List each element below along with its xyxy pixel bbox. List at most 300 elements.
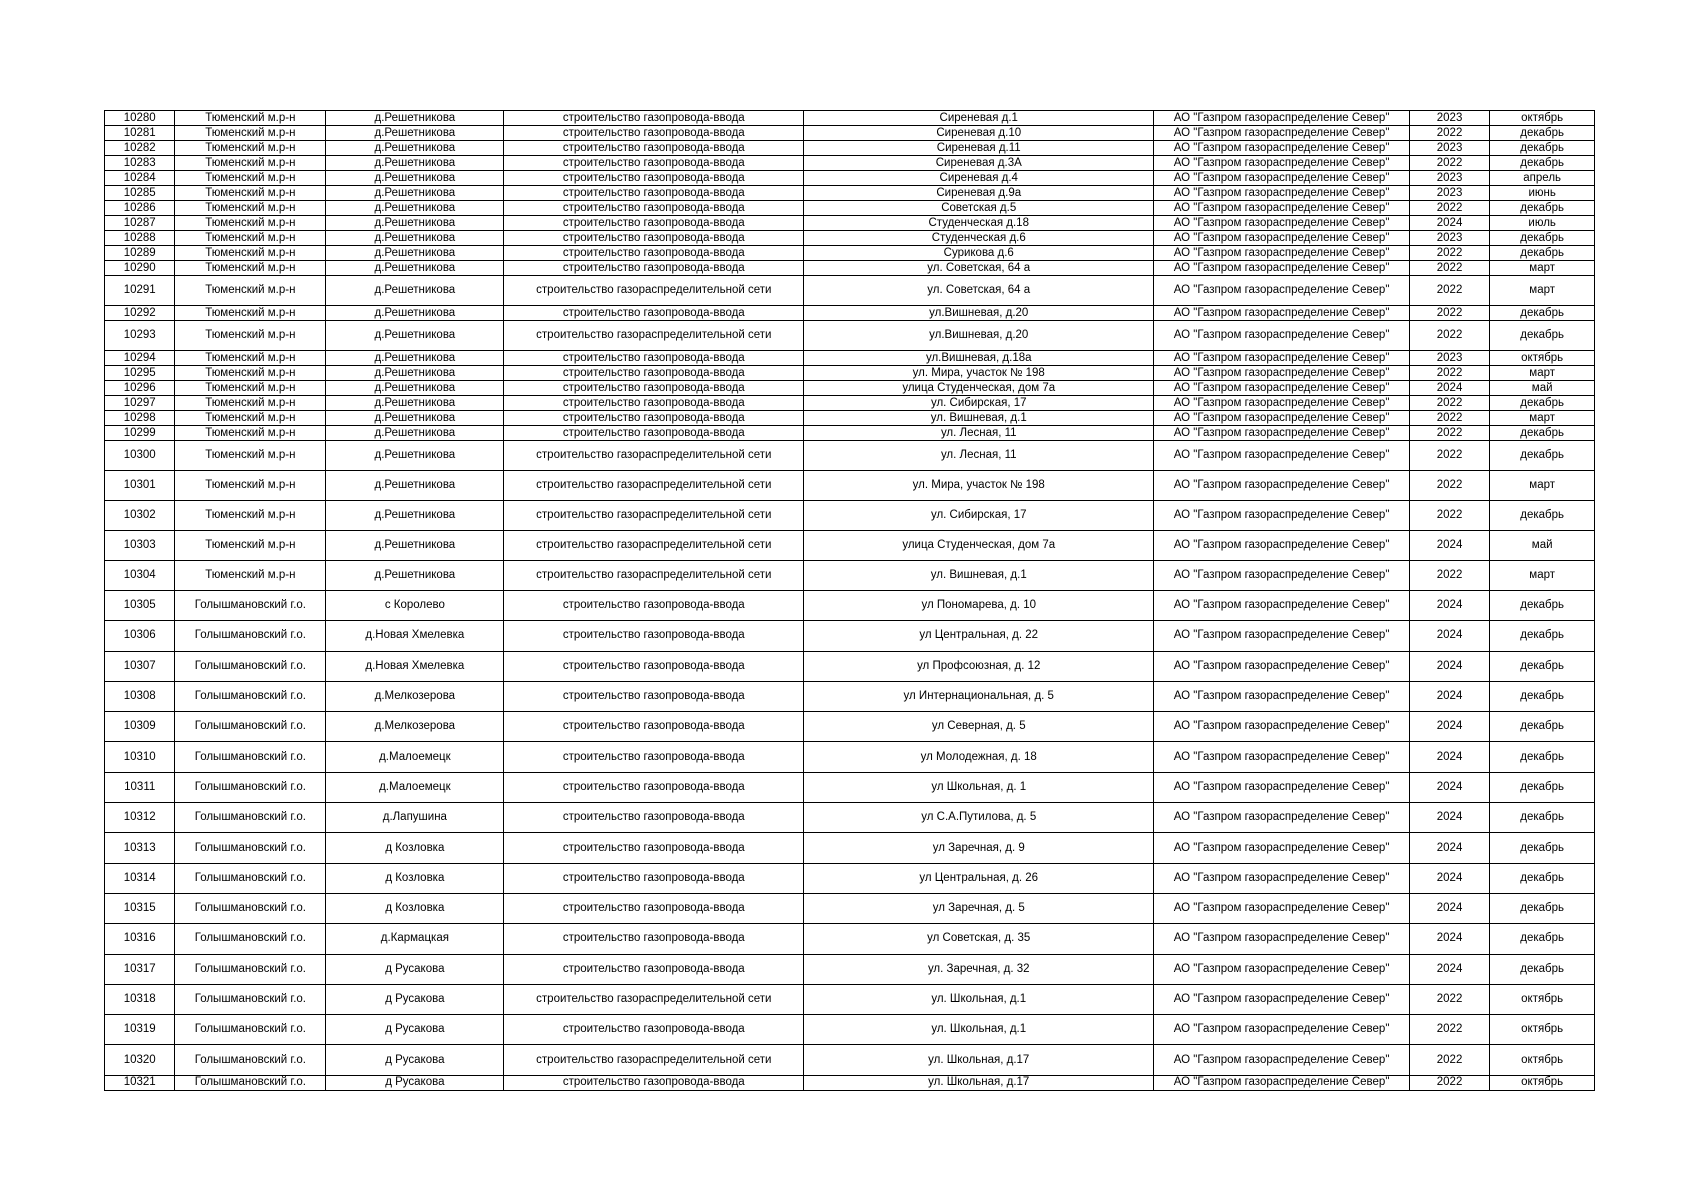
year-cell: 2023 — [1409, 171, 1489, 186]
row-number-cell: 10287 — [105, 216, 175, 231]
locality-cell: д.Решетникова — [326, 426, 504, 441]
locality-cell: д.Решетникова — [326, 366, 504, 381]
locality-cell: д.Решетникова — [326, 126, 504, 141]
district-cell: Тюменский м.р-н — [175, 171, 326, 186]
row-number-cell: 10285 — [105, 186, 175, 201]
work-type-cell: строительство газопровода-ввода — [504, 893, 804, 923]
month-cell: декабрь — [1490, 321, 1595, 351]
work-type-cell: строительство газопровода-ввода — [504, 621, 804, 651]
work-type-cell: строительство газораспределительной сети — [504, 501, 804, 531]
table-row — [105, 471, 1595, 501]
locality-cell: д.Решетникова — [326, 351, 504, 366]
row-number-cell: 10317 — [105, 954, 175, 984]
address-cell: ул Заречная, д. 9 — [804, 833, 1154, 863]
organization-cell: АО "Газпром газораспределение Север" — [1154, 246, 1410, 261]
table-body — [105, 111, 1595, 1091]
locality-cell: д.Кармацкая — [326, 924, 504, 954]
table-row — [105, 712, 1595, 742]
organization-cell: АО "Газпром газораспределение Север" — [1154, 501, 1410, 531]
table-row — [105, 742, 1595, 772]
month-cell: декабрь — [1490, 863, 1595, 893]
organization-cell: АО "Газпром газораспределение Север" — [1154, 1015, 1410, 1045]
row-number-cell: 10286 — [105, 201, 175, 216]
locality-cell: д Русакова — [326, 1015, 504, 1045]
work-type-cell: строительство газораспределительной сети — [504, 531, 804, 561]
row-number-cell: 10301 — [105, 471, 175, 501]
month-cell: декабрь — [1490, 893, 1595, 923]
row-number-cell: 10292 — [105, 306, 175, 321]
year-cell: 2022 — [1409, 396, 1489, 411]
row-number-cell: 10306 — [105, 621, 175, 651]
table-row — [105, 201, 1595, 216]
table-row — [105, 231, 1595, 246]
month-cell: март — [1490, 366, 1595, 381]
month-cell: декабрь — [1490, 712, 1595, 742]
address-cell: ул. Заречная, д. 32 — [804, 954, 1154, 984]
organization-cell: АО "Газпром газораспределение Север" — [1154, 381, 1410, 396]
month-cell: декабрь — [1490, 306, 1595, 321]
address-cell: ул. Мира, участок № 198 — [804, 471, 1154, 501]
organization-cell: АО "Газпром газораспределение Север" — [1154, 1075, 1410, 1090]
address-cell: ул Советская, д. 35 — [804, 924, 1154, 954]
locality-cell: д.Решетникова — [326, 171, 504, 186]
year-cell: 2023 — [1409, 141, 1489, 156]
locality-cell: д.Решетникова — [326, 186, 504, 201]
locality-cell: д.Решетникова — [326, 321, 504, 351]
table-row — [105, 186, 1595, 201]
month-cell: декабрь — [1490, 126, 1595, 141]
work-type-cell: строительство газопровода-ввода — [504, 772, 804, 802]
organization-cell: АО "Газпром газораспределение Север" — [1154, 803, 1410, 833]
address-cell: ул С.А.Путилова, д. 5 — [804, 803, 1154, 833]
table-row — [105, 1015, 1595, 1045]
organization-cell: АО "Газпром газораспределение Север" — [1154, 651, 1410, 681]
locality-cell: д.Малоемецк — [326, 742, 504, 772]
month-cell: декабрь — [1490, 833, 1595, 863]
organization-cell: АО "Газпром газораспределение Север" — [1154, 954, 1410, 984]
year-cell: 2024 — [1409, 742, 1489, 772]
district-cell: Тюменский м.р-н — [175, 411, 326, 426]
district-cell: Голышмановский г.о. — [175, 591, 326, 621]
month-cell: май — [1490, 381, 1595, 396]
row-number-cell: 10313 — [105, 833, 175, 863]
address-cell: ул Молодежная, д. 18 — [804, 742, 1154, 772]
table-row — [105, 216, 1595, 231]
address-cell: Студенческая д.6 — [804, 231, 1154, 246]
year-cell: 2024 — [1409, 924, 1489, 954]
work-type-cell: строительство газопровода-ввода — [504, 426, 804, 441]
row-number-cell: 10296 — [105, 381, 175, 396]
district-cell: Голышмановский г.о. — [175, 954, 326, 984]
year-cell: 2024 — [1409, 681, 1489, 711]
month-cell: октябрь — [1490, 1015, 1595, 1045]
address-cell: Сиреневая д.1 — [804, 111, 1154, 126]
locality-cell: д Козловка — [326, 893, 504, 923]
year-cell: 2022 — [1409, 441, 1489, 471]
work-type-cell: строительство газопровода-ввода — [504, 651, 804, 681]
district-cell: Тюменский м.р-н — [175, 261, 326, 276]
year-cell: 2024 — [1409, 954, 1489, 984]
work-type-cell: строительство газопровода-ввода — [504, 231, 804, 246]
district-cell: Голышмановский г.о. — [175, 742, 326, 772]
work-type-cell: строительство газопровода-ввода — [504, 863, 804, 893]
year-cell: 2022 — [1409, 126, 1489, 141]
district-cell: Голышмановский г.о. — [175, 681, 326, 711]
table-row — [105, 351, 1595, 366]
row-number-cell: 10282 — [105, 141, 175, 156]
district-cell: Тюменский м.р-н — [175, 111, 326, 126]
work-type-cell: строительство газопровода-ввода — [504, 833, 804, 863]
year-cell: 2022 — [1409, 1015, 1489, 1045]
address-cell: ул. Сибирская, 17 — [804, 501, 1154, 531]
district-cell: Тюменский м.р-н — [175, 201, 326, 216]
organization-cell: АО "Газпром газораспределение Север" — [1154, 396, 1410, 411]
table-row — [105, 803, 1595, 833]
year-cell: 2022 — [1409, 561, 1489, 591]
year-cell: 2023 — [1409, 231, 1489, 246]
work-type-cell: строительство газопровода-ввода — [504, 954, 804, 984]
locality-cell: д.Решетникова — [326, 231, 504, 246]
address-cell: ул Северная, д. 5 — [804, 712, 1154, 742]
address-cell: ул Школьная, д. 1 — [804, 772, 1154, 802]
district-cell: Тюменский м.р-н — [175, 396, 326, 411]
organization-cell: АО "Газпром газораспределение Север" — [1154, 833, 1410, 863]
table-row — [105, 126, 1595, 141]
address-cell: Студенческая д.18 — [804, 216, 1154, 231]
address-cell: ул.Вишневая, д.20 — [804, 306, 1154, 321]
locality-cell: д.Решетникова — [326, 156, 504, 171]
organization-cell: АО "Газпром газораспределение Север" — [1154, 186, 1410, 201]
district-cell: Тюменский м.р-н — [175, 126, 326, 141]
district-cell: Голышмановский г.о. — [175, 803, 326, 833]
table-row — [105, 246, 1595, 261]
year-cell: 2022 — [1409, 501, 1489, 531]
table-row — [105, 954, 1595, 984]
locality-cell: с Королево — [326, 591, 504, 621]
organization-cell: АО "Газпром газораспределение Север" — [1154, 126, 1410, 141]
locality-cell: д Русакова — [326, 954, 504, 984]
year-cell: 2023 — [1409, 111, 1489, 126]
year-cell: 2022 — [1409, 411, 1489, 426]
district-cell: Голышмановский г.о. — [175, 984, 326, 1014]
district-cell: Голышмановский г.о. — [175, 1045, 326, 1075]
year-cell: 2022 — [1409, 306, 1489, 321]
row-number-cell: 10300 — [105, 441, 175, 471]
row-number-cell: 10314 — [105, 863, 175, 893]
locality-cell: д.Решетникова — [326, 276, 504, 306]
district-cell: Тюменский м.р-н — [175, 246, 326, 261]
district-cell: Голышмановский г.о. — [175, 924, 326, 954]
month-cell: декабрь — [1490, 246, 1595, 261]
work-type-cell: строительство газопровода-ввода — [504, 712, 804, 742]
row-number-cell: 10316 — [105, 924, 175, 954]
district-cell: Тюменский м.р-н — [175, 441, 326, 471]
month-cell: декабрь — [1490, 681, 1595, 711]
table-row — [105, 501, 1595, 531]
district-cell: Голышмановский г.о. — [175, 1075, 326, 1090]
year-cell: 2023 — [1409, 186, 1489, 201]
address-cell: ул. Сибирская, 17 — [804, 396, 1154, 411]
work-type-cell: строительство газопровода-ввода — [504, 1075, 804, 1090]
table-row — [105, 924, 1595, 954]
row-number-cell: 10281 — [105, 126, 175, 141]
row-number-cell: 10299 — [105, 426, 175, 441]
district-cell: Тюменский м.р-н — [175, 426, 326, 441]
year-cell: 2024 — [1409, 833, 1489, 863]
organization-cell: АО "Газпром газораспределение Север" — [1154, 276, 1410, 306]
address-cell: ул Центральная, д. 22 — [804, 621, 1154, 651]
table-row — [105, 681, 1595, 711]
work-type-cell: строительство газопровода-ввода — [504, 156, 804, 171]
row-number-cell: 10295 — [105, 366, 175, 381]
year-cell: 2022 — [1409, 984, 1489, 1014]
table-row — [105, 863, 1595, 893]
table-row — [105, 651, 1595, 681]
work-type-cell: строительство газопровода-ввода — [504, 261, 804, 276]
year-cell: 2022 — [1409, 276, 1489, 306]
month-cell: март — [1490, 561, 1595, 591]
work-type-cell: строительство газопровода-ввода — [504, 591, 804, 621]
address-cell: ул. Лесная, 11 — [804, 426, 1154, 441]
organization-cell: АО "Газпром газораспределение Север" — [1154, 893, 1410, 923]
table-row — [105, 366, 1595, 381]
month-cell: декабрь — [1490, 231, 1595, 246]
locality-cell: д Козловка — [326, 833, 504, 863]
organization-cell: АО "Газпром газораспределение Север" — [1154, 924, 1410, 954]
address-cell: ул Пономарева, д. 10 — [804, 591, 1154, 621]
row-number-cell: 10319 — [105, 1015, 175, 1045]
year-cell: 2024 — [1409, 772, 1489, 802]
district-cell: Тюменский м.р-н — [175, 156, 326, 171]
year-cell: 2024 — [1409, 893, 1489, 923]
month-cell: июль — [1490, 216, 1595, 231]
address-cell: ул. Школьная, д.17 — [804, 1075, 1154, 1090]
month-cell: март — [1490, 411, 1595, 426]
row-number-cell: 10293 — [105, 321, 175, 351]
table-row — [105, 321, 1595, 351]
work-type-cell: строительство газораспределительной сети — [504, 471, 804, 501]
address-cell: ул. Вишневая, д.1 — [804, 561, 1154, 591]
address-cell: ул. Советская, 64 а — [804, 261, 1154, 276]
address-cell: ул Профсоюзная, д. 12 — [804, 651, 1154, 681]
table-row — [105, 171, 1595, 186]
work-type-cell: строительство газораспределительной сети — [504, 321, 804, 351]
row-number-cell: 10308 — [105, 681, 175, 711]
district-cell: Голышмановский г.о. — [175, 712, 326, 742]
district-cell: Тюменский м.р-н — [175, 471, 326, 501]
month-cell: декабрь — [1490, 651, 1595, 681]
locality-cell: д.Малоемецк — [326, 772, 504, 802]
row-number-cell: 10294 — [105, 351, 175, 366]
district-cell: Тюменский м.р-н — [175, 531, 326, 561]
month-cell: декабрь — [1490, 141, 1595, 156]
locality-cell: д.Решетникова — [326, 411, 504, 426]
locality-cell: д.Решетникова — [326, 441, 504, 471]
work-type-cell: строительство газораспределительной сети — [504, 276, 804, 306]
month-cell: октябрь — [1490, 984, 1595, 1014]
locality-cell: д.Решетникова — [326, 306, 504, 321]
table-row — [105, 984, 1595, 1014]
organization-cell: АО "Газпром газораспределение Север" — [1154, 351, 1410, 366]
address-cell: ул. Лесная, 11 — [804, 441, 1154, 471]
district-cell: Тюменский м.р-н — [175, 366, 326, 381]
district-cell: Тюменский м.р-н — [175, 381, 326, 396]
district-cell: Голышмановский г.о. — [175, 833, 326, 863]
year-cell: 2024 — [1409, 712, 1489, 742]
organization-cell: АО "Газпром газораспределение Север" — [1154, 171, 1410, 186]
row-number-cell: 10321 — [105, 1075, 175, 1090]
month-cell: декабрь — [1490, 441, 1595, 471]
work-type-cell: строительство газораспределительной сети — [504, 441, 804, 471]
address-cell: ул. Школьная, д.17 — [804, 1045, 1154, 1075]
row-number-cell: 10302 — [105, 501, 175, 531]
row-number-cell: 10309 — [105, 712, 175, 742]
month-cell: март — [1490, 471, 1595, 501]
locality-cell: д.Лапушина — [326, 803, 504, 833]
table-row — [105, 381, 1595, 396]
locality-cell: д Русакова — [326, 984, 504, 1014]
year-cell: 2024 — [1409, 803, 1489, 833]
row-number-cell: 10288 — [105, 231, 175, 246]
year-cell: 2024 — [1409, 381, 1489, 396]
organization-cell: АО "Газпром газораспределение Север" — [1154, 111, 1410, 126]
work-type-cell: строительство газопровода-ввода — [504, 351, 804, 366]
address-cell: ул Интернациональная, д. 5 — [804, 681, 1154, 711]
month-cell: декабрь — [1490, 201, 1595, 216]
data-table — [104, 110, 1595, 1091]
organization-cell: АО "Газпром газораспределение Север" — [1154, 306, 1410, 321]
table-row — [105, 1045, 1595, 1075]
address-cell: Сиреневая д.9а — [804, 186, 1154, 201]
organization-cell: АО "Газпром газораспределение Север" — [1154, 366, 1410, 381]
row-number-cell: 10320 — [105, 1045, 175, 1075]
table-row — [105, 531, 1595, 561]
table-row — [105, 156, 1595, 171]
year-cell: 2024 — [1409, 216, 1489, 231]
organization-cell: АО "Газпром газораспределение Север" — [1154, 426, 1410, 441]
district-cell: Тюменский м.р-н — [175, 186, 326, 201]
month-cell: март — [1490, 276, 1595, 306]
row-number-cell: 10310 — [105, 742, 175, 772]
table-row — [105, 893, 1595, 923]
address-cell: Сиреневая д.4 — [804, 171, 1154, 186]
row-number-cell: 10290 — [105, 261, 175, 276]
address-cell: ул. Школьная, д.1 — [804, 1015, 1154, 1045]
month-cell: декабрь — [1490, 501, 1595, 531]
district-cell: Тюменский м.р-н — [175, 561, 326, 591]
month-cell: декабрь — [1490, 742, 1595, 772]
district-cell: Голышмановский г.о. — [175, 1015, 326, 1045]
year-cell: 2024 — [1409, 863, 1489, 893]
table-row — [105, 772, 1595, 802]
locality-cell: д Русакова — [326, 1075, 504, 1090]
district-cell: Голышмановский г.о. — [175, 621, 326, 651]
year-cell: 2024 — [1409, 651, 1489, 681]
work-type-cell: строительство газопровода-ввода — [504, 186, 804, 201]
district-cell: Голышмановский г.о. — [175, 863, 326, 893]
district-cell: Тюменский м.р-н — [175, 216, 326, 231]
organization-cell: АО "Газпром газораспределение Север" — [1154, 471, 1410, 501]
address-cell: Сиреневая д.11 — [804, 141, 1154, 156]
work-type-cell: строительство газопровода-ввода — [504, 742, 804, 772]
organization-cell: АО "Газпром газораспределение Север" — [1154, 984, 1410, 1014]
address-cell: ул Центральная, д. 26 — [804, 863, 1154, 893]
organization-cell: АО "Газпром газораспределение Север" — [1154, 321, 1410, 351]
organization-cell: АО "Газпром газораспределение Север" — [1154, 591, 1410, 621]
work-type-cell: строительство газопровода-ввода — [504, 924, 804, 954]
district-cell: Тюменский м.р-н — [175, 276, 326, 306]
month-cell: декабрь — [1490, 772, 1595, 802]
month-cell: май — [1490, 531, 1595, 561]
month-cell: март — [1490, 261, 1595, 276]
row-number-cell: 10280 — [105, 111, 175, 126]
locality-cell: д.Решетникова — [326, 246, 504, 261]
locality-cell: д.Решетникова — [326, 261, 504, 276]
table-row — [105, 561, 1595, 591]
month-cell: декабрь — [1490, 924, 1595, 954]
month-cell: июнь — [1490, 186, 1595, 201]
work-type-cell: строительство газопровода-ввода — [504, 803, 804, 833]
organization-cell: АО "Газпром газораспределение Север" — [1154, 681, 1410, 711]
table-row — [105, 396, 1595, 411]
locality-cell: д.Мелкозерова — [326, 681, 504, 711]
year-cell: 2022 — [1409, 201, 1489, 216]
row-number-cell: 10307 — [105, 651, 175, 681]
district-cell: Тюменский м.р-н — [175, 306, 326, 321]
district-cell: Тюменский м.р-н — [175, 141, 326, 156]
address-cell: Сиреневая д.3А — [804, 156, 1154, 171]
district-cell: Голышмановский г.о. — [175, 651, 326, 681]
organization-cell: АО "Газпром газораспределение Север" — [1154, 141, 1410, 156]
table-row — [105, 833, 1595, 863]
organization-cell: АО "Газпром газораспределение Север" — [1154, 201, 1410, 216]
year-cell: 2022 — [1409, 471, 1489, 501]
locality-cell: д.Решетникова — [326, 141, 504, 156]
work-type-cell: строительство газопровода-ввода — [504, 381, 804, 396]
address-cell: ул. Мира, участок № 198 — [804, 366, 1154, 381]
district-cell: Тюменский м.р-н — [175, 351, 326, 366]
year-cell: 2022 — [1409, 1075, 1489, 1090]
month-cell: октябрь — [1490, 351, 1595, 366]
organization-cell: АО "Газпром газораспределение Север" — [1154, 772, 1410, 802]
work-type-cell: строительство газораспределительной сети — [504, 1045, 804, 1075]
address-cell: ул. Советская, 64 а — [804, 276, 1154, 306]
table-row — [105, 411, 1595, 426]
row-number-cell: 10315 — [105, 893, 175, 923]
locality-cell: д.Решетникова — [326, 216, 504, 231]
address-cell: ул.Вишневая, д.20 — [804, 321, 1154, 351]
work-type-cell: строительство газораспределительной сети — [504, 984, 804, 1014]
work-type-cell: строительство газопровода-ввода — [504, 396, 804, 411]
row-number-cell: 10284 — [105, 171, 175, 186]
locality-cell: д.Решетникова — [326, 381, 504, 396]
address-cell: Сурикова д.6 — [804, 246, 1154, 261]
year-cell: 2023 — [1409, 351, 1489, 366]
organization-cell: АО "Газпром газораспределение Север" — [1154, 216, 1410, 231]
district-cell: Голышмановский г.о. — [175, 893, 326, 923]
row-number-cell: 10304 — [105, 561, 175, 591]
month-cell: декабрь — [1490, 426, 1595, 441]
work-type-cell: строительство газопровода-ввода — [504, 246, 804, 261]
organization-cell: АО "Газпром газораспределение Север" — [1154, 621, 1410, 651]
month-cell: декабрь — [1490, 156, 1595, 171]
address-cell: Советская д.5 — [804, 201, 1154, 216]
month-cell: декабрь — [1490, 396, 1595, 411]
year-cell: 2022 — [1409, 366, 1489, 381]
work-type-cell: строительство газопровода-ввода — [504, 201, 804, 216]
year-cell: 2024 — [1409, 621, 1489, 651]
row-number-cell: 10305 — [105, 591, 175, 621]
